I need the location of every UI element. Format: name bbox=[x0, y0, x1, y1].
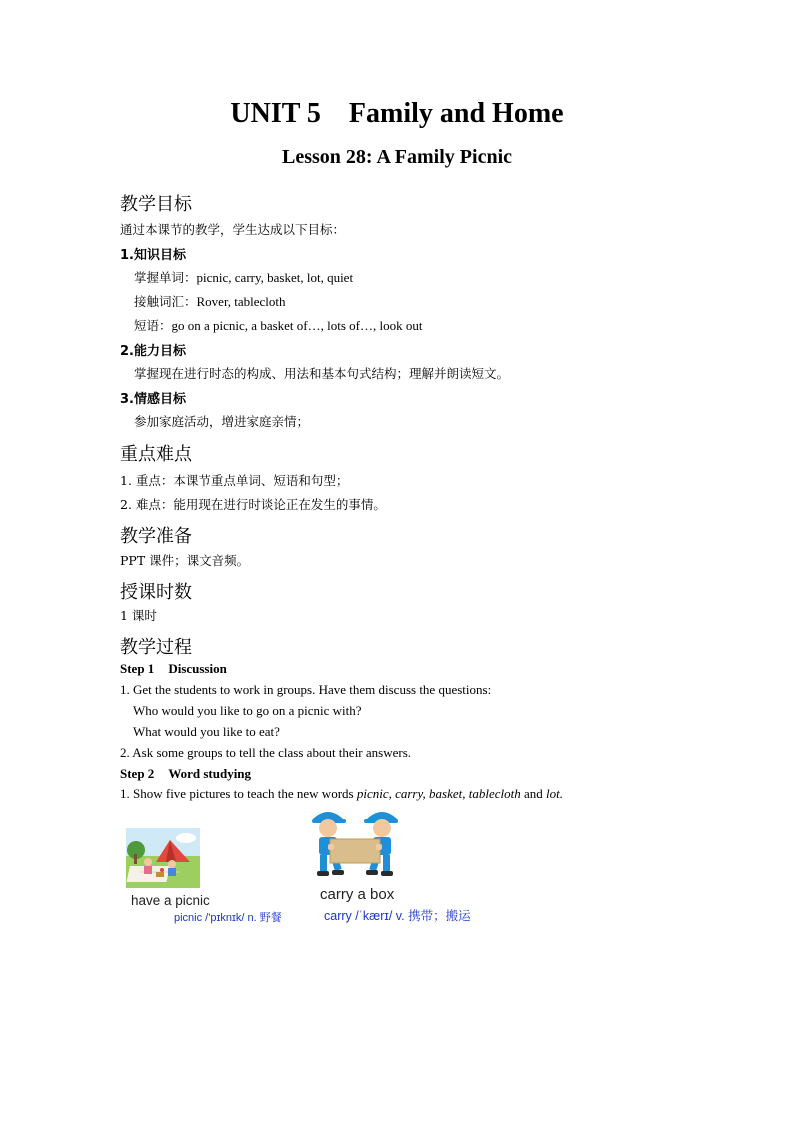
process-heading: 教学过程 bbox=[120, 637, 192, 658]
phrases-label: 短语： bbox=[134, 318, 172, 333]
preparation-heading: 教学准备 bbox=[120, 526, 192, 547]
emotion-heading: 3.情感目标 bbox=[120, 392, 186, 407]
contact-value: Rover, tablecloth bbox=[196, 294, 286, 309]
key-point-2: 2. 难点：能用现在进行时谈论正在发生的事情。 bbox=[120, 497, 386, 512]
unit-title bbox=[0, 98, 794, 130]
picnic-phonetic: picnic /'pɪknɪk/ n. 野餐 bbox=[174, 912, 282, 924]
step1-line2: 2. Ask some groups to tell the class about their answers. bbox=[120, 745, 412, 760]
picnic-picture bbox=[126, 828, 200, 888]
knowledge-heading: 1.知识目标 bbox=[120, 248, 186, 263]
step1-heading bbox=[120, 661, 227, 677]
objectives-intro: 通过本课节的教学，学生达成以下目标： bbox=[120, 222, 346, 237]
ability-heading: 2.能力目标 bbox=[120, 344, 186, 359]
step2-line1-words: picnic, carry, basket, tablecloth bbox=[356, 786, 521, 801]
words-value: picnic, carry, basket, lot, quiet bbox=[196, 270, 354, 285]
knowledge-contact bbox=[134, 292, 286, 310]
hours-heading: 授课时数 bbox=[120, 582, 192, 603]
carry-caption: carry a box bbox=[320, 886, 395, 903]
step1-question2: What would you like to eat? bbox=[133, 724, 280, 739]
objectives-heading: 教学目标 bbox=[120, 194, 192, 215]
unit-name: Family and Home bbox=[348, 98, 564, 129]
step2-line1-prefix: 1. Show five pictures to teach the new words bbox=[120, 786, 357, 801]
key-points-heading: 重点难点 bbox=[120, 444, 192, 465]
step2-line1-and: and bbox=[520, 786, 547, 801]
emotion-text: 参加家庭活动，增进家庭亲情； bbox=[134, 414, 310, 429]
step2-line1 bbox=[120, 786, 563, 802]
unit-label: UNIT 5 bbox=[230, 98, 321, 129]
step1-label: Step 1 bbox=[120, 661, 155, 676]
step2-label: Step 2 bbox=[120, 766, 155, 781]
hours-text: 1 课时 bbox=[120, 608, 157, 623]
carry-phonetic: carry /ˈkærɪ/ v. 携带；搬运 bbox=[324, 909, 471, 923]
ability-text: 掌握现在进行时态的构成、用法和基本句式结构；理解并朗读短文。 bbox=[134, 366, 510, 381]
step2-title: Word studying bbox=[168, 766, 252, 781]
step1-title: Discussion bbox=[168, 661, 227, 676]
step2-heading bbox=[120, 766, 251, 782]
step2-line1-last: lot. bbox=[546, 786, 564, 801]
words-label: 掌握单词： bbox=[134, 270, 197, 285]
preparation-text: PPT 课件；课文音频。 bbox=[120, 553, 250, 568]
picnic-caption: have a picnic bbox=[131, 893, 210, 908]
phrases-value: go on a picnic, a basket of…, lots of…, look out bbox=[171, 318, 423, 333]
carry-picture bbox=[308, 806, 404, 882]
key-point-1: 1. 重点：本课节重点单词、短语和句型； bbox=[120, 473, 349, 488]
contact-label: 接触词汇： bbox=[134, 294, 197, 309]
knowledge-phrases bbox=[134, 316, 422, 334]
knowledge-words bbox=[134, 268, 353, 286]
lesson-title: Lesson 28: A Family Picnic bbox=[282, 146, 512, 168]
step1-question1: Who would you like to go on a picnic with? bbox=[133, 703, 362, 718]
step1-line1: 1. Get the students to work in groups. Have them discuss the questions: bbox=[120, 682, 492, 697]
